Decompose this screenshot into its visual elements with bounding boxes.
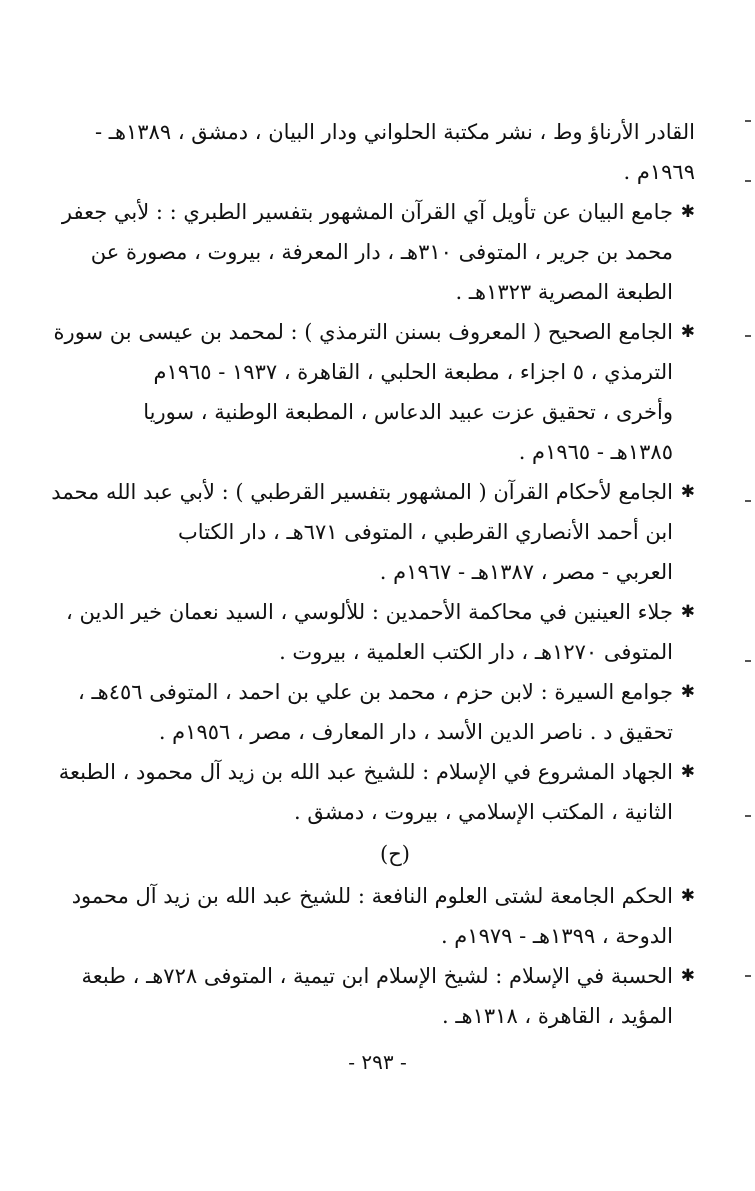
text-line: محمد بن جرير ، المتوفى ٣١٠هـ ، دار المعرفة ، بيروت ، مصورة عن [90, 240, 673, 264]
bullet-icon: ✱ [680, 886, 695, 906]
text-line: الطبعة المصرية ١٣٢٣هـ . [455, 280, 673, 304]
text-line: الجامع لأحكام القرآن ( المشهور بتفسير القرطبي ) : لأبي عبد الله محمد [51, 480, 673, 504]
bullet-icon: ✱ [680, 602, 695, 622]
scan-mark [745, 500, 751, 502]
bibliography-entry [53, 312, 695, 472]
text-line: الترمذي ، ٥ اجزاء ، مطبعة الحلبي ، القاهرة ، ١٩٣٧ - ١٩٦٥م [153, 360, 673, 384]
text-line: المتوفى ١٢٧٠هـ ، دار الكتب العلمية ، بيروت . [279, 640, 673, 664]
bullet-icon: ✱ [680, 202, 695, 222]
text-line: الجهاد المشروع في الإسلام : للشيخ عبد الله بن زيد آل محمود ، الطبعة [58, 760, 673, 784]
bibliography-entry [61, 192, 695, 312]
text-line: الدوحة ، ١٣٩٩هـ - ١٩٧٩م . [440, 924, 673, 948]
text-line: الثانية ، المكتب الإسلامي ، بيروت ، دمشق . [294, 800, 673, 824]
bullet-icon: ✱ [680, 762, 695, 782]
bibliography-entry [81, 956, 695, 1036]
bibliography-entry [78, 672, 695, 752]
bibliography-entry [51, 472, 695, 592]
section-heading: (ح) [380, 842, 410, 866]
text-line: تحقيق د . ناصر الدين الأسد ، دار المعارف ، مصر ، ١٩٥٦م . [158, 720, 673, 744]
bullet-icon: ✱ [680, 322, 695, 342]
bullet-icon: ✱ [680, 682, 695, 702]
bibliography-entry [71, 876, 695, 956]
continued-entry [95, 112, 695, 192]
bullet-icon: ✱ [680, 966, 695, 986]
text-line: جامع البيان عن تأويل آي القرآن المشهور بتفسير الطبري : : لأبي جعفر [61, 200, 673, 224]
scan-mark [745, 120, 751, 122]
scan-mark [745, 660, 751, 662]
scan-mark [745, 975, 751, 977]
page-number: - ٢٩٣ - [348, 1050, 407, 1074]
text-line: المؤيد ، القاهرة ، ١٣١٨هـ . [442, 1004, 673, 1028]
text-line: القادر الأرناؤ وط ، نشر مكتبة الحلواني ودار البيان ، دمشق ، ١٣٨٩هـ - [95, 120, 695, 144]
scan-mark [745, 815, 751, 817]
text-line: الحكم الجامعة لشتى العلوم النافعة : للشيخ عبد الله بن زيد آل محمود [71, 884, 673, 908]
text-line: جوامع السيرة : لابن حزم ، محمد بن علي بن احمد ، المتوفى ٤٥٦هـ ، [78, 680, 673, 704]
scan-mark [745, 335, 751, 337]
text-line: ١٩٦٩م . [623, 160, 695, 184]
bullet-icon: ✱ [680, 482, 695, 502]
bibliography-page [51, 112, 695, 1036]
text-line: ابن أحمد الأنصاري القرطبي ، المتوفى ٦٧١هـ ، دار الكتاب [178, 520, 673, 544]
scan-mark [745, 180, 751, 182]
bibliography-entry [66, 592, 695, 672]
text-line: الجامع الصحيح ( المعروف بسنن الترمذي ) : لمحمد بن عيسى بن سورة [53, 320, 673, 344]
text-line: جلاء العينين في محاكمة الأحمدين : للألوسي ، السيد نعمان خير الدين ، [66, 600, 673, 624]
text-line: وأخرى ، تحقيق عزت عبيد الدعاس ، المطبعة الوطنية ، سوريا [143, 400, 673, 424]
bibliography-entry [58, 752, 695, 832]
text-line: العربي - مصر ، ١٣٨٧هـ - ١٩٦٧م . [379, 560, 673, 584]
text-line: الحسبة في الإسلام : لشيخ الإسلام ابن تيمية ، المتوفى ٧٢٨هـ ، طبعة [81, 964, 673, 988]
text-line: ١٣٨٥هـ - ١٩٦٥م . [518, 440, 673, 464]
